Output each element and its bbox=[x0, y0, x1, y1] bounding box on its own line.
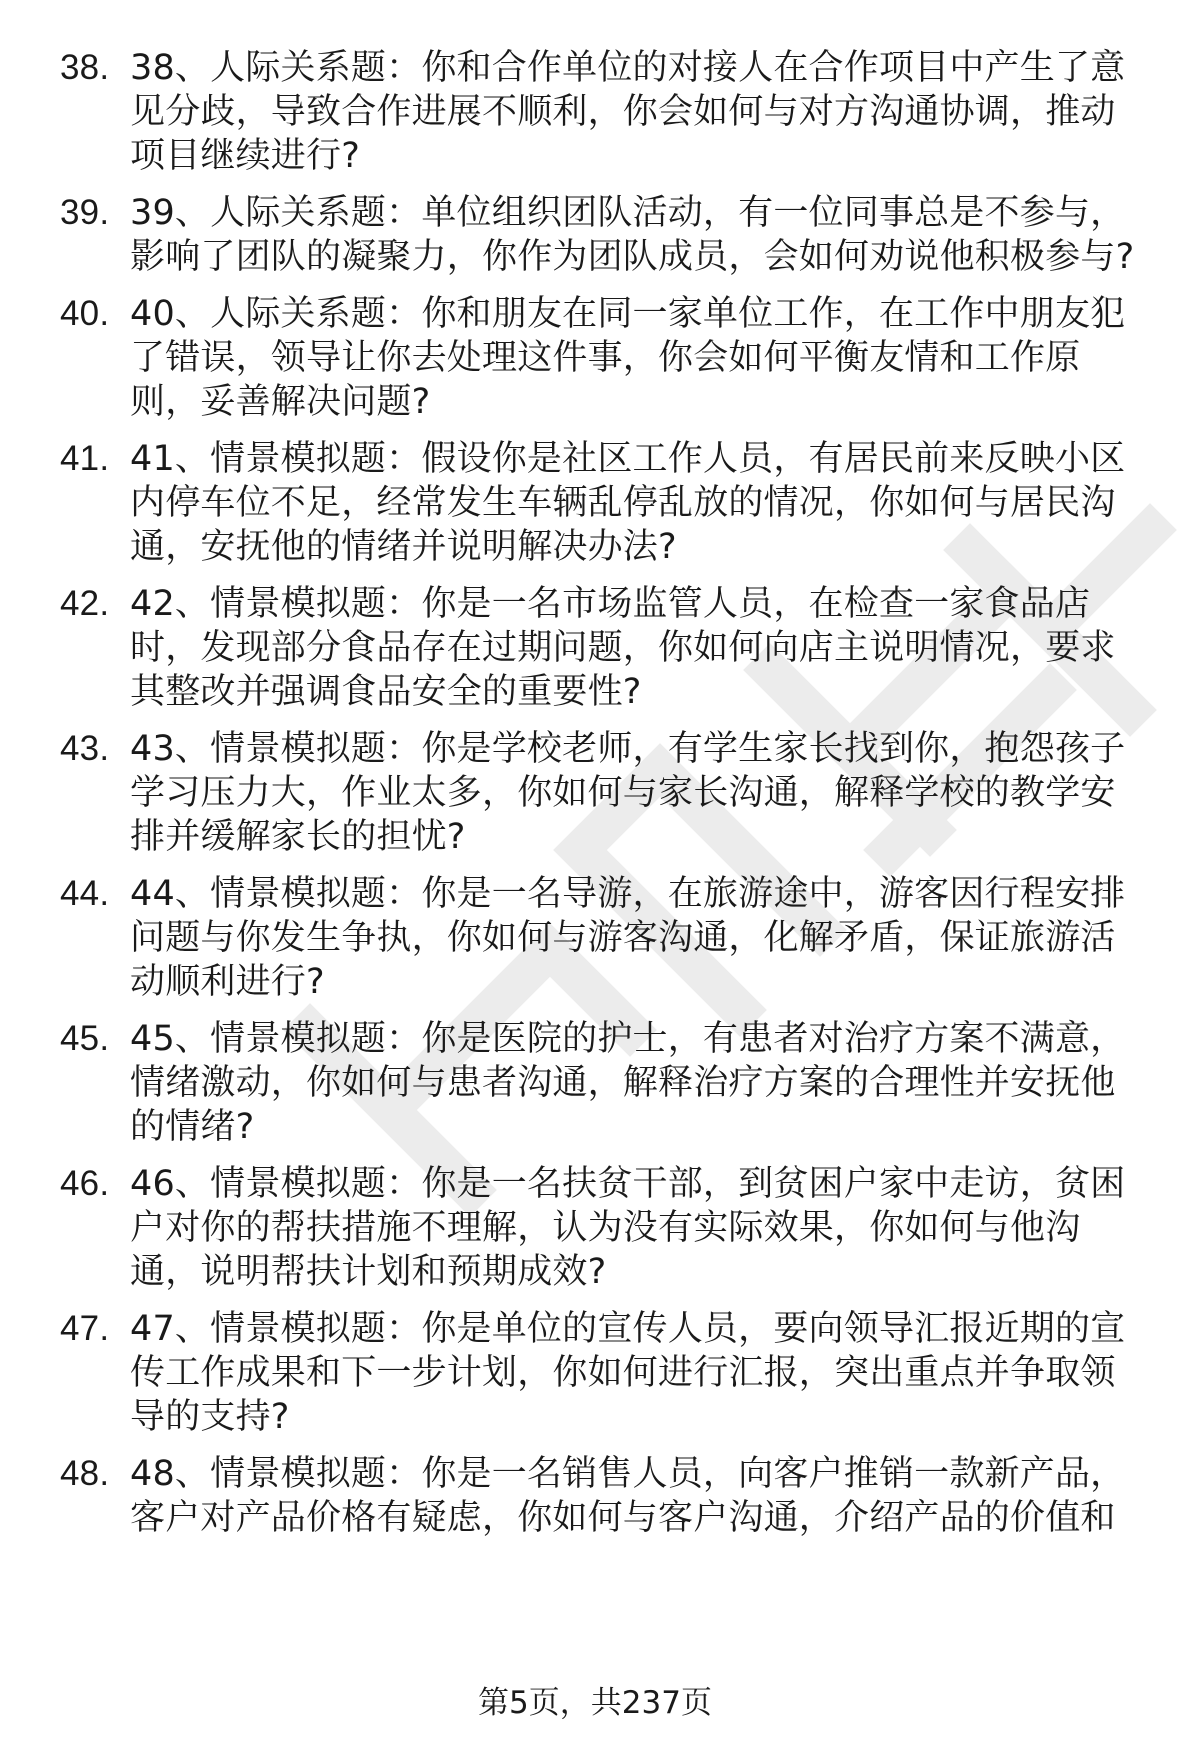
question-text: 46、情景模拟题：你是一名扶贫干部，到贫困户家中走访，贫困户对你的帮扶措施不理解，认为没有实际效果，你如何与他沟通，说明帮扶计划和预期成效? bbox=[130, 1164, 1126, 1292]
question-text: 40、人际关系题：你和朋友在同一家单位工作，在工作中朋友犯了错误，领导让你去处理这件事，你会如何平衡友情和工作原则，妥善解决问题? bbox=[130, 294, 1126, 422]
question-item bbox=[0, 727, 1190, 859]
question-item bbox=[0, 1452, 1190, 1540]
question-number: 44. bbox=[60, 874, 110, 913]
question-text: 48、情景模拟题：你是一名销售人员，向客户推销一款新产品，客户对产品价格有疑虑，你如何与客户沟通，介绍产品的价值和 bbox=[130, 1454, 1126, 1538]
question-number: 47. bbox=[60, 1309, 110, 1348]
question-list bbox=[0, 46, 1190, 1553]
page-number-label: 第5页，共237页 bbox=[478, 1685, 712, 1721]
question-number: 43. bbox=[60, 729, 110, 768]
page-footer bbox=[0, 1683, 1190, 1723]
question-item bbox=[0, 582, 1190, 714]
question-text: 39、人际关系题：单位组织团队活动，有一位同事总是不参与，影响了团队的凝聚力，你作为团队成员，会如何劝说他积极参与? bbox=[130, 193, 1135, 277]
question-item bbox=[0, 1307, 1190, 1439]
question-item bbox=[0, 191, 1190, 279]
question-text: 42、情景模拟题：你是一名市场监管人员，在检查一家食品店时，发现部分食品存在过期问题，你如何向店主说明情况，要求其整改并强调食品安全的重要性? bbox=[130, 584, 1116, 712]
question-number: 45. bbox=[60, 1019, 110, 1058]
question-item bbox=[0, 46, 1190, 178]
question-number: 41. bbox=[60, 439, 110, 478]
question-number: 46. bbox=[60, 1164, 110, 1203]
question-item bbox=[0, 292, 1190, 424]
question-number: 42. bbox=[60, 584, 110, 623]
question-number: 40. bbox=[60, 294, 110, 333]
question-text: 43、情景模拟题：你是学校老师，有学生家长找到你，抱怨孩子学习压力大，作业太多，你如何与家长沟通，解释学校的教学安排并缓解家长的担忧? bbox=[130, 729, 1126, 857]
question-text: 41、情景模拟题：假设你是社区工作人员，有居民前来反映小区内停车位不足，经常发生车辆乱停乱放的情况，你如何与居民沟通，安抚他的情绪并说明解决办法? bbox=[130, 439, 1126, 567]
question-text: 47、情景模拟题：你是单位的宣传人员，要向领导汇报近期的宣传工作成果和下一步计划，你如何进行汇报，突出重点并争取领导的支持? bbox=[130, 1309, 1126, 1437]
question-item bbox=[0, 1162, 1190, 1294]
question-number: 38. bbox=[60, 48, 110, 87]
question-text: 44、情景模拟题：你是一名导游，在旅游途中，游客因行程安排问题与你发生争执，你如何与游客沟通，化解矛盾，保证旅游活动顺利进行? bbox=[130, 874, 1126, 1002]
question-number: 48. bbox=[60, 1454, 110, 1493]
question-item bbox=[0, 437, 1190, 569]
question-item bbox=[0, 872, 1190, 1004]
question-item bbox=[0, 1017, 1190, 1149]
question-text: 38、人际关系题：你和合作单位的对接人在合作项目中产生了意见分歧，导致合作进展不顺利，你会如何与对方沟通协调，推动项目继续进行? bbox=[130, 48, 1126, 176]
question-number: 39. bbox=[60, 193, 110, 232]
question-text: 45、情景模拟题：你是医院的护士，有患者对治疗方案不满意，情绪激动，你如何与患者沟通，解释治疗方案的合理性并安抚他的情绪? bbox=[130, 1019, 1126, 1147]
